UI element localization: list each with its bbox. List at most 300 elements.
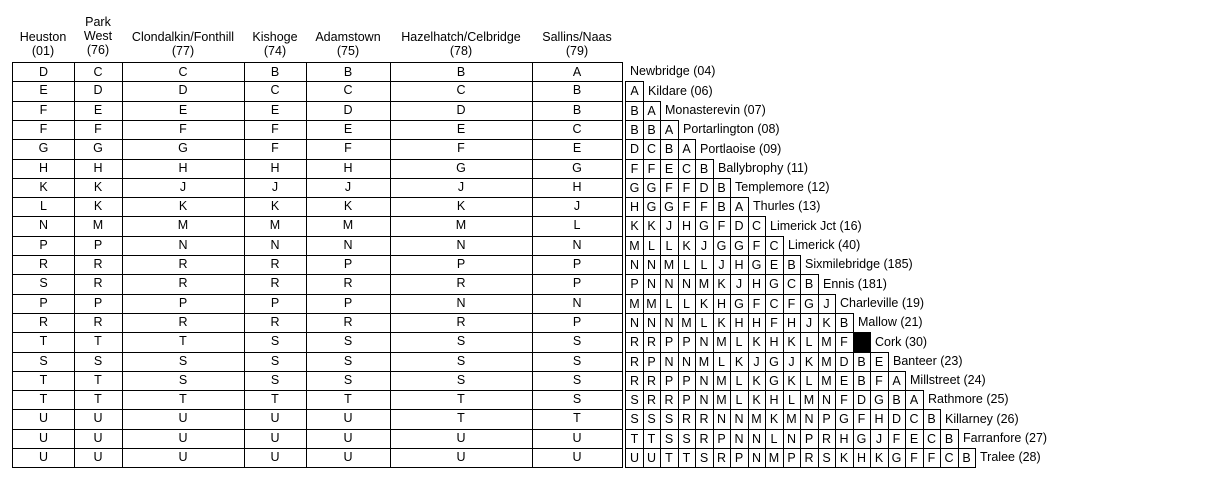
- zone-cell: F: [74, 120, 123, 140]
- zone-cell: D: [122, 81, 245, 102]
- zone-cell: F: [888, 429, 906, 449]
- zone-cell: G: [695, 216, 714, 237]
- zone-cell: R: [74, 313, 123, 333]
- blacked-out-cell: [853, 332, 871, 353]
- zone-cell: D: [835, 352, 854, 372]
- zone-cell: M: [122, 216, 245, 237]
- zone-cell: E: [765, 255, 784, 275]
- zone-cell: F: [835, 390, 854, 410]
- zone-cell: E: [532, 139, 623, 160]
- zone-cell: B: [888, 390, 906, 410]
- zone-cell: F: [923, 448, 941, 468]
- zone-cell: H: [532, 178, 623, 198]
- zone-cell: B: [940, 429, 959, 449]
- zone-cell: R: [818, 429, 836, 449]
- zone-cell: B: [306, 62, 391, 82]
- zone-cell: S: [532, 390, 623, 410]
- zone-cell: K: [748, 371, 766, 391]
- zone-cell: N: [643, 255, 661, 275]
- zone-cell: D: [695, 178, 714, 198]
- zone-cell: R: [390, 313, 533, 333]
- zone-cell: E: [660, 159, 679, 179]
- zone-cell: S: [532, 332, 623, 353]
- station-label: Newbridge (04): [630, 64, 716, 78]
- zone-cell: U: [390, 448, 533, 468]
- zone-cell: N: [678, 352, 696, 372]
- zone-cell: J: [800, 313, 819, 333]
- zone-cell: R: [306, 274, 391, 295]
- zone-cell: K: [835, 448, 854, 468]
- zone-cell: H: [730, 255, 749, 275]
- zone-cell: A: [643, 101, 661, 121]
- zone-cell: G: [853, 429, 871, 449]
- zone-cell: E: [244, 101, 307, 121]
- zone-cell: R: [74, 274, 123, 295]
- zone-cell: P: [74, 236, 123, 256]
- zone-cell: H: [122, 159, 245, 179]
- zone-cell: G: [122, 139, 245, 160]
- zone-cell: H: [625, 197, 644, 217]
- zone-cell: R: [306, 313, 391, 333]
- zone-cell: B: [660, 139, 679, 160]
- zone-cell: T: [244, 390, 307, 410]
- zone-cell: G: [765, 274, 784, 295]
- zone-cell: J: [818, 294, 836, 314]
- zone-cell: R: [12, 313, 75, 333]
- zone-cell: N: [122, 236, 245, 256]
- zone-cell: U: [12, 448, 75, 468]
- zone-cell: D: [306, 101, 391, 121]
- zone-cell: K: [306, 197, 391, 217]
- zone-cell: T: [122, 332, 245, 353]
- zone-cell: H: [678, 216, 696, 237]
- zone-cell: A: [905, 390, 924, 410]
- zone-cell: P: [244, 294, 307, 314]
- zone-cell: S: [532, 352, 623, 372]
- zone-cell: H: [748, 274, 766, 295]
- zone-cell: E: [905, 429, 924, 449]
- zone-cell: U: [122, 448, 245, 468]
- zone-cell: M: [748, 409, 766, 430]
- zone-cell: K: [695, 294, 714, 314]
- zone-cell: K: [765, 409, 784, 430]
- zone-cell: P: [783, 448, 801, 468]
- zone-cell: L: [800, 371, 819, 391]
- zone-cell: U: [122, 409, 245, 430]
- zone-cell: N: [643, 274, 661, 295]
- zone-cell: G: [713, 236, 731, 256]
- zone-cell: H: [730, 313, 749, 333]
- zone-cell: U: [12, 409, 75, 430]
- zone-cell: A: [730, 197, 749, 217]
- zone-cell: R: [625, 371, 644, 391]
- zone-cell: H: [853, 448, 871, 468]
- zone-cell: E: [122, 101, 245, 121]
- zone-cell: T: [74, 371, 123, 391]
- zone-cell: B: [625, 101, 644, 121]
- zone-cell: G: [390, 159, 533, 179]
- zone-cell: L: [12, 197, 75, 217]
- zone-cell: F: [783, 294, 801, 314]
- zone-cell: S: [660, 429, 679, 449]
- zone-cell: F: [643, 159, 661, 179]
- zone-cell: K: [122, 197, 245, 217]
- column-header-code: (01): [31, 44, 55, 58]
- zone-cell: N: [800, 409, 819, 430]
- zone-cell: T: [12, 371, 75, 391]
- zone-cell: R: [244, 274, 307, 295]
- zone-cell: U: [306, 429, 391, 449]
- zone-cell: M: [74, 216, 123, 237]
- zone-cell: F: [748, 294, 766, 314]
- zone-cell: J: [730, 274, 749, 295]
- zone-cell: A: [532, 62, 623, 82]
- zone-cell: L: [695, 255, 714, 275]
- zone-cell: S: [12, 274, 75, 295]
- zone-cell: M: [625, 294, 644, 314]
- zone-cell: B: [783, 255, 801, 275]
- zone-cell: F: [244, 139, 307, 160]
- zone-cell: R: [244, 313, 307, 333]
- zone-cell: G: [643, 178, 661, 198]
- zone-cell: N: [713, 409, 731, 430]
- zone-cell: C: [940, 448, 959, 468]
- zone-cell: S: [306, 371, 391, 391]
- zone-cell: U: [244, 409, 307, 430]
- zone-cell: L: [660, 294, 679, 314]
- station-label: Farranfore (27): [963, 431, 1048, 445]
- zone-cell: S: [122, 352, 245, 372]
- zone-cell: N: [660, 313, 679, 333]
- zone-cell: U: [74, 448, 123, 468]
- zone-cell: F: [835, 332, 854, 353]
- zone-cell: E: [74, 101, 123, 121]
- zone-cell: S: [678, 429, 696, 449]
- zone-cell: E: [390, 120, 533, 140]
- zone-cell: U: [532, 429, 623, 449]
- zone-cell: S: [12, 352, 75, 372]
- zone-cell: B: [625, 120, 644, 140]
- zone-cell: A: [888, 371, 906, 391]
- zone-cell: P: [730, 448, 749, 468]
- zone-cell: B: [800, 274, 819, 295]
- zone-cell: S: [390, 332, 533, 353]
- zone-cell: S: [74, 352, 123, 372]
- zone-cell: U: [532, 448, 623, 468]
- zone-cell: L: [532, 216, 623, 237]
- zone-cell: G: [835, 409, 854, 430]
- zone-cell: U: [390, 429, 533, 449]
- zone-cell: R: [695, 429, 714, 449]
- zone-cell: P: [800, 429, 819, 449]
- zone-cell: S: [660, 409, 679, 430]
- station-label: Limerick (40): [788, 238, 861, 252]
- zone-cell: S: [625, 390, 644, 410]
- zone-cell: N: [625, 255, 644, 275]
- zone-cell: S: [390, 352, 533, 372]
- zone-cell: M: [643, 294, 661, 314]
- zone-cell: C: [905, 409, 924, 430]
- zone-cell: R: [625, 352, 644, 372]
- zone-cell: D: [853, 390, 871, 410]
- zone-cell: H: [74, 159, 123, 179]
- zone-cell: S: [390, 371, 533, 391]
- zone-cell: B: [853, 371, 871, 391]
- zone-cell: M: [713, 390, 731, 410]
- zone-cell: S: [695, 448, 714, 468]
- zone-cell: F: [853, 409, 871, 430]
- zone-cell: B: [532, 81, 623, 102]
- zone-cell: M: [678, 313, 696, 333]
- zone-cell: N: [783, 429, 801, 449]
- zone-cell: F: [660, 178, 679, 198]
- zone-cell: N: [748, 448, 766, 468]
- zone-cell: T: [390, 409, 533, 430]
- zone-cell: S: [306, 332, 391, 353]
- zone-cell: K: [870, 448, 889, 468]
- zone-cell: G: [870, 390, 889, 410]
- zone-cell: K: [748, 390, 766, 410]
- zone-cell: K: [748, 332, 766, 353]
- column-header: [507, 30, 647, 58]
- zone-cell: U: [306, 448, 391, 468]
- zone-cell: T: [12, 332, 75, 353]
- zone-cell: R: [695, 409, 714, 430]
- zone-cell: J: [244, 178, 307, 198]
- zone-cell: L: [678, 294, 696, 314]
- zone-cell: J: [713, 255, 731, 275]
- zone-cell: A: [660, 120, 679, 140]
- zone-cell: U: [625, 448, 644, 468]
- zone-cell: C: [678, 159, 696, 179]
- zone-cell: U: [306, 409, 391, 430]
- zone-cell: D: [390, 101, 533, 121]
- zone-cell: P: [625, 274, 644, 295]
- zone-cell: J: [783, 352, 801, 372]
- zone-cell: E: [870, 352, 889, 372]
- zone-cell: P: [12, 236, 75, 256]
- zone-cell: G: [888, 448, 906, 468]
- zone-cell: T: [306, 390, 391, 410]
- zone-cell: T: [122, 390, 245, 410]
- zone-cell: N: [306, 236, 391, 256]
- zone-cell: N: [660, 352, 679, 372]
- zone-cell: K: [713, 313, 731, 333]
- station-label: Portarlington (08): [683, 122, 780, 136]
- column-header-code: (79): [565, 44, 589, 58]
- station-label: Mallow (21): [858, 315, 923, 329]
- zone-cell: P: [678, 332, 696, 353]
- zone-cell: M: [625, 236, 644, 256]
- zone-cell: H: [748, 313, 766, 333]
- zone-cell: G: [660, 197, 679, 217]
- zone-cell: N: [695, 390, 714, 410]
- zone-cell: B: [835, 313, 854, 333]
- zone-cell: M: [818, 352, 836, 372]
- zone-cell: L: [765, 429, 784, 449]
- zone-cell: L: [713, 352, 731, 372]
- zone-cell: F: [695, 197, 714, 217]
- zone-cell: P: [532, 274, 623, 295]
- zone-cell: J: [306, 178, 391, 198]
- zone-cell: C: [244, 81, 307, 102]
- zone-cell: U: [244, 448, 307, 468]
- zone-cell: N: [625, 313, 644, 333]
- station-label: Charleville (19): [840, 296, 925, 310]
- zone-cell: T: [532, 409, 623, 430]
- station-label: Monasterevin (07): [665, 103, 766, 117]
- zone-cell: G: [765, 352, 784, 372]
- zone-cell: D: [74, 81, 123, 102]
- station-label: Millstreet (24): [910, 373, 986, 387]
- zone-cell: N: [660, 274, 679, 295]
- zone-cell: T: [660, 448, 679, 468]
- station-label: Tralee (28): [980, 450, 1041, 464]
- station-label: Banteer (23): [893, 354, 963, 368]
- zone-cell: G: [532, 159, 623, 179]
- zone-cell: E: [12, 81, 75, 102]
- zone-cell: G: [765, 371, 784, 391]
- zone-cell: N: [390, 236, 533, 256]
- zone-cell: J: [660, 216, 679, 237]
- zone-cell: L: [678, 255, 696, 275]
- zone-cell: P: [713, 429, 731, 449]
- zone-cell: P: [12, 294, 75, 314]
- station-label: Rathmore (25): [928, 392, 1009, 406]
- zone-cell: M: [783, 409, 801, 430]
- zone-cell: B: [643, 120, 661, 140]
- zone-cell: R: [643, 390, 661, 410]
- column-header-code: (74): [263, 44, 287, 58]
- zone-cell: M: [713, 332, 731, 353]
- zone-cell: K: [74, 178, 123, 198]
- zone-cell: J: [390, 178, 533, 198]
- zone-cell: C: [532, 120, 623, 140]
- zone-cell: K: [390, 197, 533, 217]
- zone-cell: S: [244, 332, 307, 353]
- zone-cell: J: [695, 236, 714, 256]
- zone-cell: L: [695, 313, 714, 333]
- column-header-name: Adamstown: [315, 30, 381, 44]
- zone-cell: L: [730, 371, 749, 391]
- zone-cell: J: [122, 178, 245, 198]
- zone-cell: D: [12, 62, 75, 82]
- zone-cell: H: [765, 332, 784, 353]
- zone-cell: C: [765, 294, 784, 314]
- zone-cell: S: [643, 409, 661, 430]
- zone-cell: P: [306, 294, 391, 314]
- zone-cell: S: [625, 409, 644, 430]
- zone-cell: B: [958, 448, 976, 468]
- zone-cell: F: [625, 159, 644, 179]
- zone-cell: B: [532, 101, 623, 121]
- zone-cell: G: [748, 255, 766, 275]
- zone-cell: H: [765, 390, 784, 410]
- station-label: Thurles (13): [753, 199, 821, 213]
- zone-cell: N: [730, 409, 749, 430]
- zone-cell: R: [390, 274, 533, 295]
- zone-cell: C: [122, 62, 245, 82]
- zone-cell: N: [532, 294, 623, 314]
- zone-cell: F: [765, 313, 784, 333]
- zone-cell: B: [695, 159, 714, 179]
- zone-cell: P: [532, 313, 623, 333]
- station-label: Ballybrophy (11): [718, 161, 809, 175]
- zone-cell: F: [122, 120, 245, 140]
- column-header-name: Clondalkin/Fonthill: [131, 30, 235, 44]
- zone-cell: K: [783, 332, 801, 353]
- zone-cell: T: [74, 332, 123, 353]
- zone-cell: J: [870, 429, 889, 449]
- zone-cell: B: [923, 409, 941, 430]
- zone-cell: A: [625, 81, 644, 102]
- zone-cell: K: [783, 371, 801, 391]
- zone-cell: M: [818, 371, 836, 391]
- zone-cell: F: [713, 216, 731, 237]
- zone-cell: G: [12, 139, 75, 160]
- zone-cell: R: [244, 255, 307, 275]
- zone-cell: K: [244, 197, 307, 217]
- zone-cell: D: [625, 139, 644, 160]
- zone-cell: M: [695, 274, 714, 295]
- zone-cell: J: [748, 352, 766, 372]
- zone-cell: F: [306, 139, 391, 160]
- zone-cell: P: [74, 294, 123, 314]
- zone-cell: G: [625, 178, 644, 198]
- zone-cell: L: [730, 332, 749, 353]
- station-label: Killarney (26): [945, 412, 1019, 426]
- zone-cell: F: [870, 371, 889, 391]
- zone-cell: R: [678, 409, 696, 430]
- zone-cell: E: [306, 120, 391, 140]
- zone-cell: T: [643, 429, 661, 449]
- zone-cell: M: [713, 371, 731, 391]
- zone-cell: C: [306, 81, 391, 102]
- zone-cell: K: [678, 236, 696, 256]
- zone-cell: P: [678, 390, 696, 410]
- zone-cell: T: [74, 390, 123, 410]
- zone-cell: R: [713, 448, 731, 468]
- zone-cell: U: [12, 429, 75, 449]
- zone-cell: U: [74, 429, 123, 449]
- zone-cell: F: [905, 448, 924, 468]
- zone-cell: H: [12, 159, 75, 179]
- zone-cell: G: [643, 197, 661, 217]
- column-header-code: (75): [336, 44, 360, 58]
- zone-cell: N: [244, 236, 307, 256]
- zone-cell: P: [532, 255, 623, 275]
- zone-cell: M: [660, 255, 679, 275]
- zone-cell: R: [643, 371, 661, 391]
- zone-cell: F: [12, 120, 75, 140]
- zone-cell: M: [765, 448, 784, 468]
- zone-cell: S: [532, 371, 623, 391]
- zone-cell: H: [835, 429, 854, 449]
- zone-cell: B: [713, 197, 731, 217]
- zone-cell: M: [306, 216, 391, 237]
- zone-cell: J: [532, 197, 623, 217]
- zone-cell: S: [818, 448, 836, 468]
- zone-cell: T: [390, 390, 533, 410]
- column-header-code: (77): [171, 44, 195, 58]
- zone-cell: L: [783, 390, 801, 410]
- zone-cell: N: [12, 216, 75, 237]
- column-header-name: Heuston: [19, 30, 67, 44]
- column-header-name: Sallins/Naas: [542, 30, 612, 44]
- zone-cell: C: [783, 274, 801, 295]
- zone-cell: L: [643, 236, 661, 256]
- zone-cell: F: [12, 101, 75, 121]
